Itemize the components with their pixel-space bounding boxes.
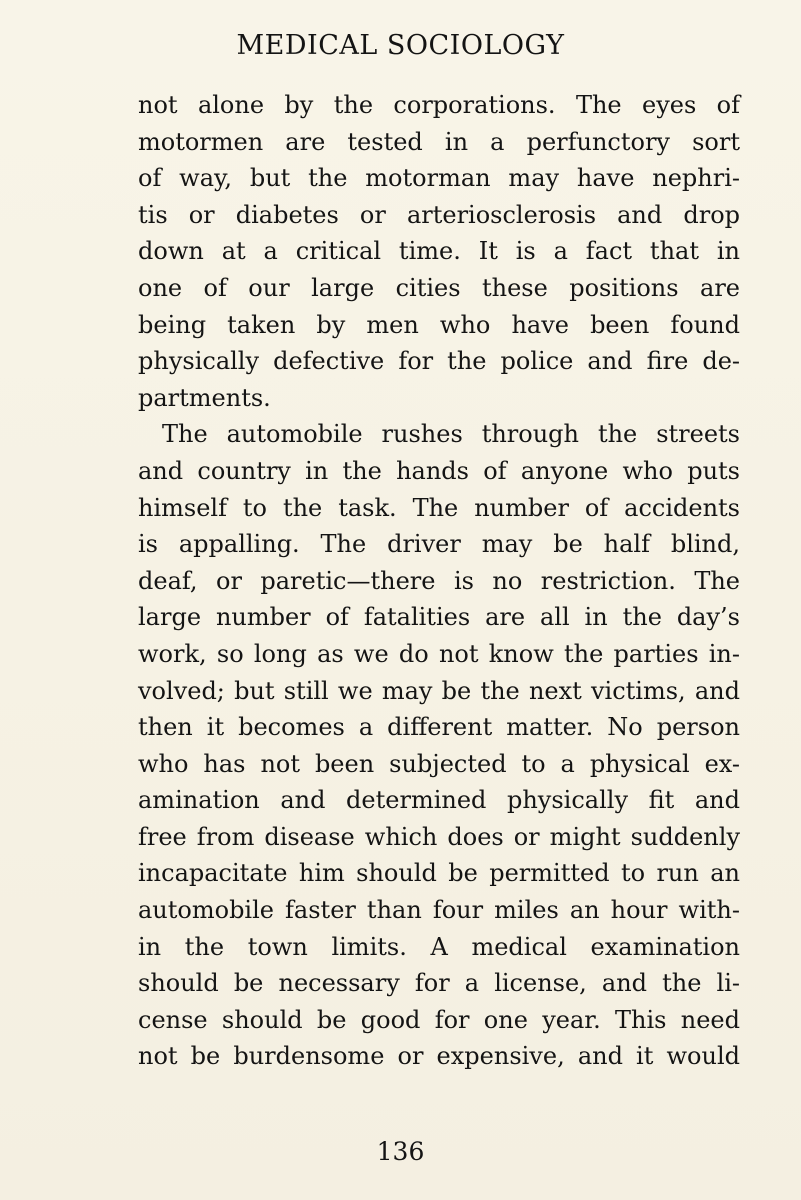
text-line: not be burdensome or expensive, and it would (138, 1042, 740, 1071)
page-number: 136 (376, 1137, 425, 1166)
text-line: volved; but still we may be the next victims, and (138, 676, 740, 705)
text-line: is appalling. The driver may be half blind, (138, 530, 740, 559)
running-head: MEDICAL SOCIOLOGY (236, 30, 565, 61)
text-line: deaf, or paretic—there is no restriction. The (138, 566, 740, 595)
text-line: automobile faster than four miles an hour with- (138, 896, 740, 925)
text-line: of way, but the motorman may have nephri- (138, 164, 740, 193)
text-line: himself to the task. The number of accidents (138, 493, 740, 522)
text-line: work, so long as we do not know the parties in- (138, 639, 740, 668)
text-line: being taken by men who have been found (138, 310, 740, 339)
text-line: in the town limits. A medical examination (138, 932, 740, 961)
text-line: should be necessary for a license, and the li- (138, 969, 740, 998)
text-line: and country in the hands of anyone who puts (138, 456, 740, 485)
text-line: amination and determined physically fit and (138, 786, 740, 815)
text-line: down at a critical time. It is a fact that in (138, 237, 740, 266)
text-line: then it becomes a different matter. No person (138, 713, 740, 742)
text-line: The automobile rushes through the streets (162, 420, 740, 449)
text-line: partments. (138, 383, 271, 412)
text-line: physically defective for the police and fire de- (138, 347, 740, 376)
text-line: tis or diabetes or arteriosclerosis and drop (138, 200, 740, 229)
text-line: cense should be good for one year. This need (138, 1005, 740, 1034)
text-line: incapacitate him should be permitted to run an (138, 859, 740, 888)
body-text (138, 87, 740, 1075)
text-line: not alone by the corporations. The eyes of (138, 91, 740, 119)
text-line: large number of fatalities are all in the day’s (138, 603, 740, 632)
text-line: motormen are tested in a perfunctory sort (138, 127, 740, 156)
text-line: free from disease which does or might suddenly (138, 822, 740, 851)
text-line: one of our large cities these positions are (138, 273, 740, 302)
text-line: who has not been subjected to a physical ex- (138, 749, 740, 778)
